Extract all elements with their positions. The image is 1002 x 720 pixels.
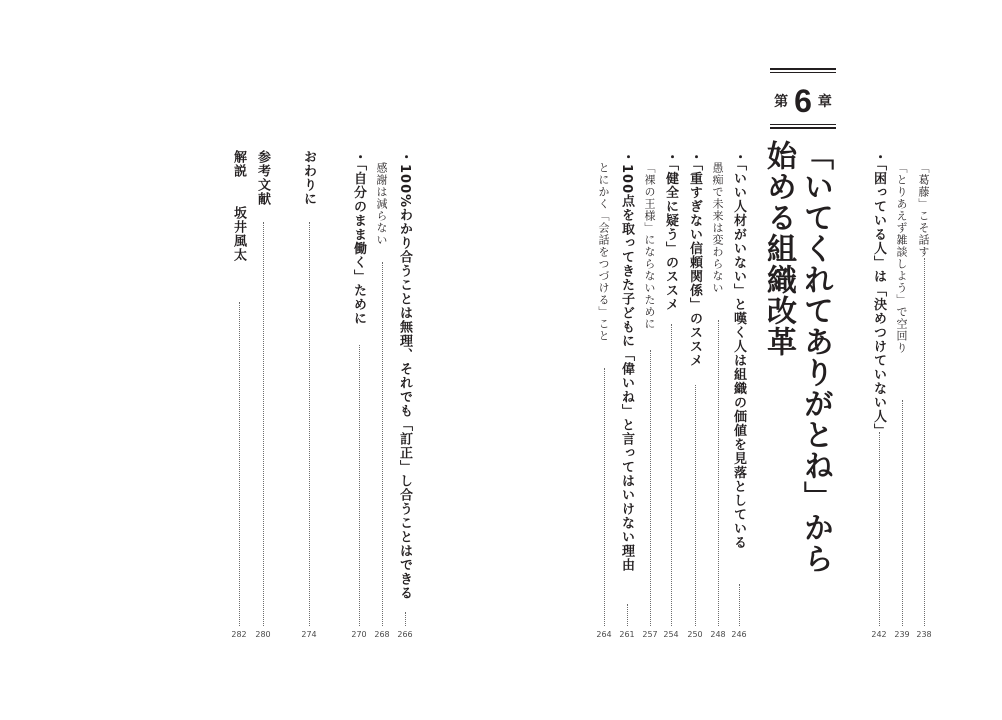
chapter-label (770, 84, 836, 118)
toc-leader (263, 222, 264, 626)
toc-entry[interactable]: 「葛藤」こそ話す (917, 162, 930, 258)
chapter-rule-top (770, 68, 836, 70)
toc-leader (739, 584, 740, 626)
chapter-number: 6 (794, 83, 812, 119)
toc-page-number: 261 (619, 630, 635, 639)
toc-leader (405, 612, 406, 626)
toc-entry[interactable]: ・「重すぎない信頼関係」のススメ (687, 150, 702, 368)
toc-page-number: 250 (687, 630, 703, 639)
toc-page-number: 274 (301, 630, 317, 639)
toc-leader (239, 302, 240, 626)
toc-entry[interactable]: 「裸の王様」にならないために (643, 162, 656, 330)
chapter-rule-bottom (770, 127, 836, 129)
toc-entry[interactable]: ・「健全に疑う」のススメ (663, 150, 678, 312)
chapter-rule-top-thin (770, 72, 836, 73)
toc-leader (718, 320, 719, 626)
toc-leader (671, 324, 672, 626)
chapter-title-line-1: 「いてくれてありがとね」から (798, 140, 833, 574)
toc-leader (309, 222, 310, 626)
toc-page-number: 270 (351, 630, 367, 639)
toc-leader (627, 604, 628, 626)
toc-page-number: 282 (231, 630, 247, 639)
toc-page-number: 238 (916, 630, 932, 639)
toc-leader (382, 262, 383, 626)
toc-entry[interactable]: ・100%わかり合うことは無理、それでも「訂正」し合うことはできる (397, 150, 412, 601)
toc-page-number: 280 (255, 630, 271, 639)
toc-page-number: 264 (596, 630, 612, 639)
toc-page-number: 257 (642, 630, 658, 639)
toc-page-number: 268 (374, 630, 390, 639)
toc-page-number: 254 (663, 630, 679, 639)
toc-entry[interactable]: 感謝は減らない (375, 162, 388, 246)
toc-leader (695, 385, 696, 626)
chapter-label-right: 章 (817, 94, 832, 110)
toc-entry[interactable]: ・「いい人材がいない」と嘆く人は組織の価値を見落としている (731, 150, 746, 550)
chapter-label-left: 第 (774, 94, 789, 110)
toc-entry[interactable]: ・100点を取ってきた子どもに「偉いね」と言ってはいけない理由 (619, 150, 634, 573)
toc-leader (650, 350, 651, 626)
toc-leader (879, 432, 880, 626)
toc-leader (604, 368, 605, 626)
toc-page-number: 239 (894, 630, 910, 639)
toc-entry[interactable]: 愚痴で未来は変わらない (711, 162, 724, 294)
toc-entry[interactable]: 参考文献 (255, 150, 270, 206)
toc-entry[interactable]: 「とりあえず雑談しよう」で空回り (895, 162, 908, 354)
toc-page-number: 246 (731, 630, 747, 639)
toc-entry[interactable]: ・「困っている人」は「決めつけていない人」 (871, 150, 886, 438)
toc-leader (902, 400, 903, 626)
chapter-rule-bottom-thin (770, 124, 836, 125)
toc-leader (924, 258, 925, 626)
toc-leader (359, 345, 360, 626)
toc-entry[interactable]: ・「自分のまま働く」ために (351, 150, 366, 326)
toc-entry[interactable]: おわりに (301, 150, 316, 206)
toc-page-number: 242 (871, 630, 887, 639)
toc-page-number: 266 (397, 630, 413, 639)
toc-entry[interactable]: とにかく「会話をつづける」こと (597, 162, 610, 342)
toc-page-number: 248 (710, 630, 726, 639)
chapter-title-line-2: 始める組織改革 (761, 140, 796, 357)
toc-entry[interactable]: 解説 坂井風太 (231, 150, 246, 262)
